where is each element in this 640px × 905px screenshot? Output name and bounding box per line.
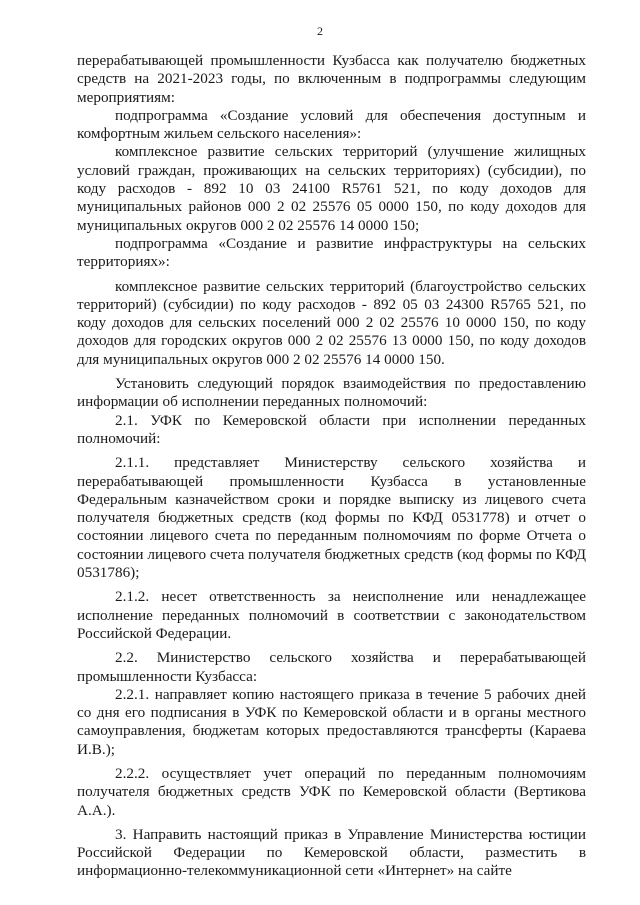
paragraph-2-2: 2.2. Министерство сельского хозяйства и перерабатывающей промышленности Кузбасса: bbox=[77, 649, 586, 685]
paragraph-2-2-1: 2.2.1. направляет копию настоящего приказа в течение 5 рабочих дней со дня его подписания в УФК по Кемеровской области и в органы местного самоуправления, бюджетам которых предоставляются трансферты (Караева И.В.); bbox=[77, 685, 586, 758]
page-number: 2 bbox=[317, 24, 323, 38]
paragraph-housing-codes: комплексное развитие сельских территорий (улучшение жилищных условий граждан, проживающих на сельских территориях) (субсидии), по коду расходов - 892 10 03 24100 R5761 521, по коду доходов для муниципальных районов 000 2 02 25576 05 0000 150, по коду доходов для муниципальных округов 000 2 02 25576 14 0000 150; bbox=[77, 143, 586, 234]
paragraph-2-1-2: 2.1.2. несет ответственность за неисполнение или ненадлежащее исполнение переданных полномочий в соответствии с законодательством Российской Федерации. bbox=[77, 588, 586, 642]
paragraph-2-2-2: 2.2.2. осуществляет учет операций по переданным полномочиям получателя бюджетных средств УФК по Кемеровской области (Вертикова А.А.). bbox=[77, 764, 586, 819]
paragraph-interaction-order: Установить следующий порядок взаимодействия по предоставлению информации об исполнении переданных полномочий: bbox=[77, 375, 586, 411]
paragraph-2-1: 2.1. УФК по Кемеровской области при исполнении переданных полномочий: bbox=[77, 411, 586, 447]
paragraph-intro-continuation: перерабатывающей промышленности Кузбасса как получателю бюджетных средств на 2021-2023 годы, по включенным в подпрограммы следующим мероприятиям: bbox=[77, 52, 586, 106]
paragraph-3: 3. Направить настоящий приказ в Управление Министерства юстиции Российской Федерации по Кемеровской области, разместить в информационно-телекоммуникационной сети «Интернет» на сайте bbox=[77, 825, 586, 880]
paragraph-infrastructure-codes: комплексное развитие сельских территорий (благоустройство сельских территорий) (субсидии) по коду расходов - 892 05 03 24300 R5765 521, по коду доходов для сельских поселений 000 2 02 25576 10 0000 150, по коду доходов для городских округов 000 2 02 25576 13 0000 150, по коду доходов для муниципальных округов 000 2 02 25576 14 0000 150. bbox=[77, 277, 586, 368]
paragraph-2-1-1: 2.1.1. представляет Министерству сельского хозяйства и перерабатывающей промышленности Кузбасса в установленные Федеральным казначейством сроки и порядке выписку из лицевого счета получателя бюджетных средств (код формы по КФД 0531778) и отчет о состоянии лицевого счета по переданным полномочиям по форме Отчета о состоянии лицевого счета получателя бюджетных средств (код формы по КФД 0531786); bbox=[77, 454, 586, 582]
paragraph-subprogram-infrastructure: подпрограмма «Создание и развитие инфраструктуры на сельских территориях»: bbox=[77, 234, 586, 271]
paragraph-subprogram-housing: подпрограмма «Создание условий для обеспечения доступным и комфортным жильем сельского населения»: bbox=[77, 106, 586, 143]
document-body bbox=[77, 52, 586, 881]
